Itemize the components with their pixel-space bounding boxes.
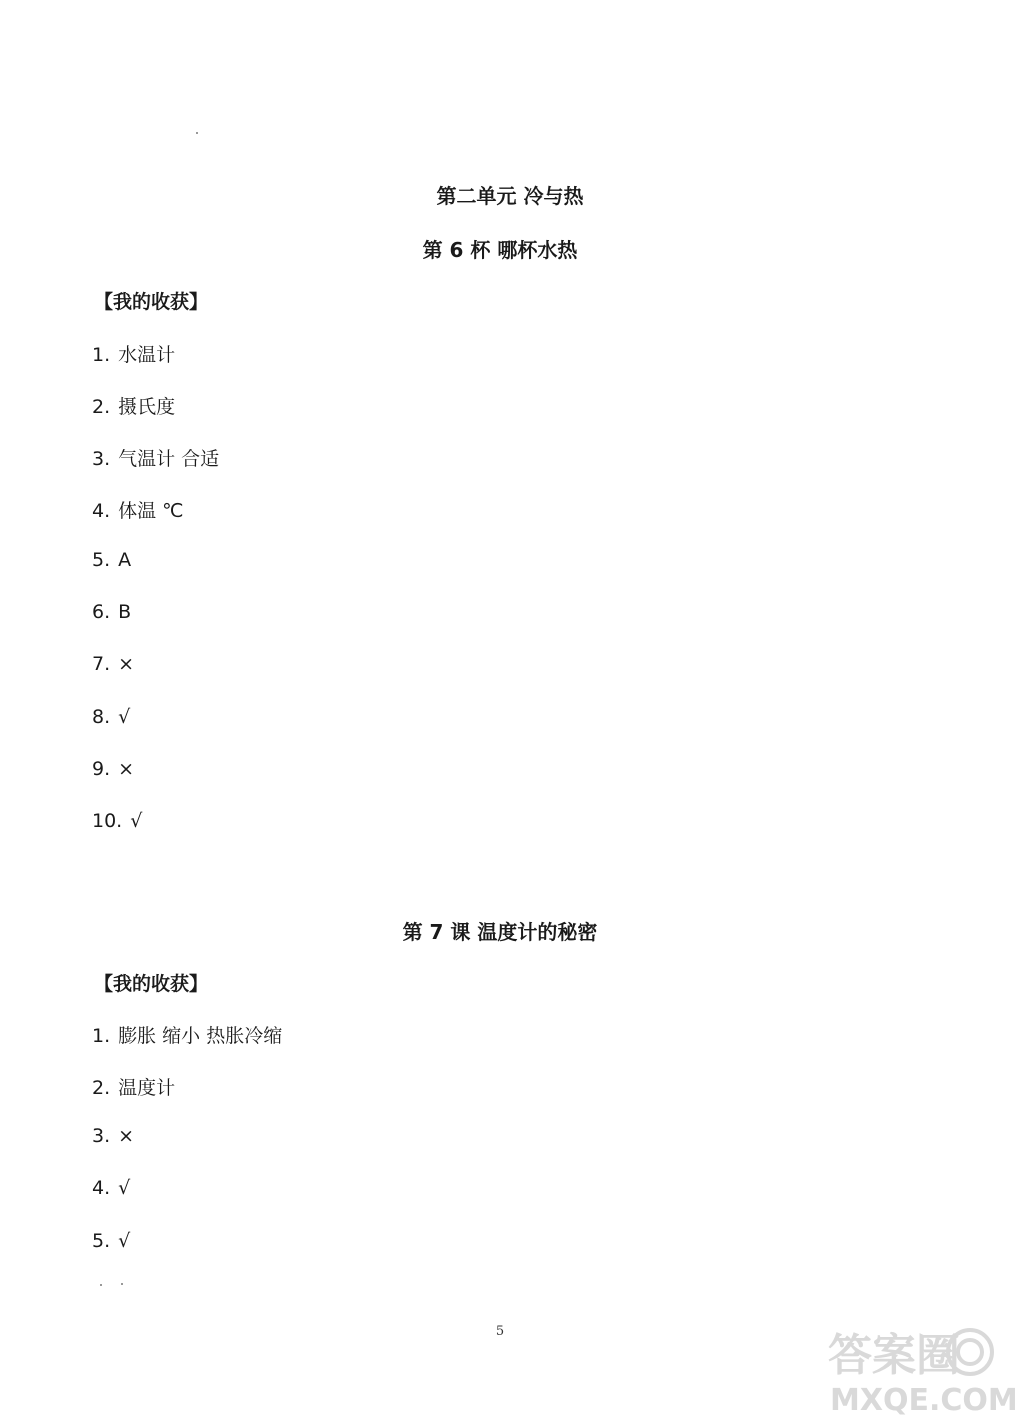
answer-item	[92, 653, 134, 675]
answer-number: 4.	[92, 500, 111, 522]
lesson-7-title: 第 7 课 温度计的秘密	[402, 920, 598, 944]
answer-number: 5.	[92, 549, 111, 571]
answer-number: 9.	[92, 758, 111, 780]
answer-number: 6.	[92, 601, 111, 623]
answer-text: ×	[118, 653, 135, 675]
answer-number: 5.	[92, 1230, 111, 1252]
answer-number: 1.	[92, 1025, 111, 1047]
watermark-logo	[822, 1318, 1018, 1418]
answer-text: ×	[118, 758, 135, 780]
answer-item	[92, 549, 131, 571]
scan-speck	[196, 132, 198, 134]
answer-item	[92, 1177, 130, 1199]
page-number: 5	[495, 1324, 505, 1339]
answer-item	[92, 1021, 282, 1048]
answer-item	[92, 496, 184, 523]
answer-text: 温度计	[118, 1077, 176, 1099]
answer-item	[92, 758, 134, 780]
answer-number: 4.	[92, 1177, 111, 1199]
answer-text: 摄氏度	[118, 396, 176, 418]
answer-number: 3.	[92, 448, 111, 470]
answer-item	[92, 706, 130, 728]
answer-number: 1.	[92, 344, 111, 366]
answer-text: 膨胀 缩小 热胀冷缩	[118, 1025, 283, 1047]
answer-text: A	[118, 549, 132, 571]
watermark-text-domain: MXQE.COM	[830, 1383, 1018, 1418]
answer-number: 8.	[92, 706, 111, 728]
answer-number: 10.	[92, 810, 123, 832]
answer-text: √	[118, 706, 131, 728]
answer-text: B	[118, 601, 132, 623]
lesson-6-section-label: 【我的收获】	[94, 291, 209, 313]
lesson-7-section-label: 【我的收获】	[94, 973, 209, 995]
answer-item	[92, 392, 175, 419]
answer-text: ×	[118, 1125, 135, 1147]
answer-item	[92, 444, 219, 471]
answer-text: 体温 ℃	[118, 500, 184, 522]
answer-text: √	[118, 1230, 131, 1252]
answer-text: √	[130, 810, 143, 832]
watermark-text-chinese: 答案圈	[828, 1330, 960, 1381]
scan-speck	[100, 1284, 102, 1286]
answer-item	[92, 810, 142, 832]
answer-item	[92, 1125, 134, 1147]
scan-speck	[121, 1283, 123, 1285]
unit-title: 第二单元 冷与热	[436, 184, 584, 208]
answer-number: 3.	[92, 1125, 111, 1147]
lesson-6-title: 第 6 杯 哪杯水热	[422, 238, 578, 262]
answer-text: √	[118, 1177, 131, 1199]
answer-item	[92, 601, 131, 623]
answer-item	[92, 1073, 175, 1100]
answer-item	[92, 1230, 130, 1252]
answer-item	[92, 340, 175, 367]
answer-number: 2.	[92, 1077, 111, 1099]
answer-text: 水温计	[118, 344, 176, 366]
answer-number: 7.	[92, 653, 111, 675]
answer-text: 气温计 合适	[118, 448, 220, 470]
answer-number: 2.	[92, 396, 111, 418]
